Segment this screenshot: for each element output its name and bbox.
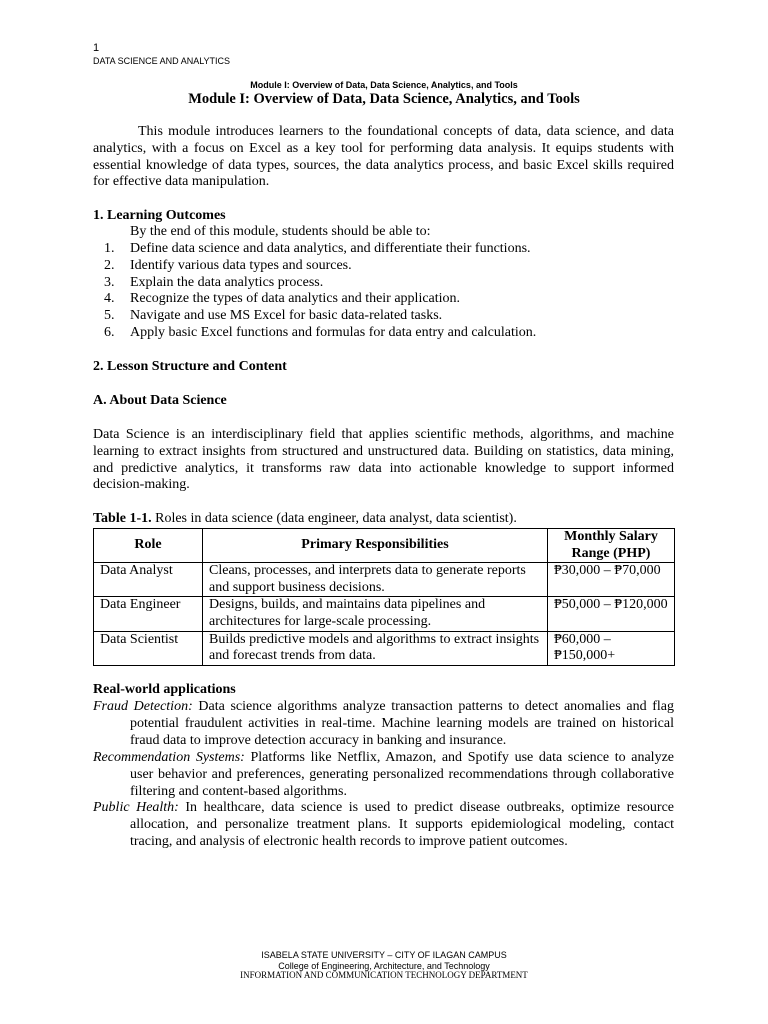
table-row	[94, 597, 675, 631]
table-cell: Data Engineer	[94, 597, 203, 631]
table-cell: ₱30,000 – ₱70,000	[548, 563, 675, 597]
table-cell: ₱60,000 – ₱150,000+	[548, 631, 675, 665]
footer-university: ISABELA STATE UNIVERSITY – CITY OF ILAGAN CAMPUS	[261, 950, 507, 960]
running-header: DATA SCIENCE AND ANALYTICS	[93, 56, 231, 66]
list-item: 3. Explain the data analytics process.	[104, 274, 324, 290]
module-intro: This module introduces learners to the foundational concepts of data, data science, and data analytics, with a focus on Excel as a key tool for performing data analysis. It equips students with essential knowledge of data types, sources, the data analytics process, and basic Excel skills required for effective data manipulation.	[93, 124, 674, 190]
footer-department: INFORMATION AND COMMUNICATION TECHNOLOGY DEPARTMENT	[240, 970, 528, 980]
table-row	[94, 631, 675, 665]
page-number: 1	[93, 42, 100, 54]
learning-outcomes-list	[104, 241, 536, 342]
module-title: Module I: Overview of Data, Data Science, Analytics, and Tools	[188, 91, 580, 107]
table-cell: ₱50,000 – ₱120,000	[548, 597, 675, 631]
application-public-health: Public Health: In healthcare, data science is used to predict disease outbreaks, optimize resource allocation, and personalize treatment plans. It supports epidemiological modeling, contact tracing, and analysis of electronic health records to improve patient outcomes.	[93, 800, 675, 849]
table-cell: Designs, builds, and maintains data pipelines and architectures for large-scale processing.	[203, 597, 548, 631]
learning-outcomes-heading: 1. Learning Outcomes	[93, 208, 226, 223]
table-cell: Cleans, processes, and interprets data to generate reports and support business decisions.	[203, 563, 548, 597]
module-running-title: Module I: Overview of Data, Data Science, Analytics, and Tools	[250, 80, 518, 90]
table-cell: Data Analyst	[94, 563, 203, 597]
column-header: Primary Responsibilities	[203, 529, 548, 563]
application-fraud-detection: Fraud Detection: Data science algorithms analyze transaction patterns to detect anomalies and flag potential fraudulent activities in real-time. Machine learning models are trained on historical fraud data to improve detection accuracy in banking and insurance.	[93, 699, 674, 748]
table-cell: Builds predictive models and algorithms to extract insights and forecast trends from data.	[203, 631, 548, 665]
list-item: 4. Recognize the types of data analytics and their application.	[104, 291, 461, 307]
application-recommendation-systems: Recommendation Systems: Platforms like Netflix, Amazon, and Spotify use data science to analyze user behavior and preferences, generating personalized recommendations through collaborative filtering and content-based algorithms.	[93, 750, 674, 799]
data-science-paragraph: Data Science is an interdisciplinary field that applies scientific methods, algorithms, and machine learning to extract insights from structured and unstructured data. Building on statistics, data mining, and predictive analytics, it transforms raw data into actionable knowledge to support informed decision-making.	[93, 427, 674, 493]
list-item: 1. Define data science and data analytics, and differentiate their functions.	[104, 241, 531, 256]
column-header: Role	[94, 529, 203, 563]
footer-college: College of Engineering, Architecture, and Technology	[278, 961, 490, 971]
column-header: Monthly Salary Range (PHP)	[548, 529, 675, 563]
table-header-row	[94, 529, 675, 563]
list-item: 2. Identify various data types and sources.	[104, 257, 352, 273]
learning-outcomes-intro: By the end of this module, students should be able to:	[130, 224, 431, 239]
list-item: 6. Apply basic Excel functions and formulas for data entry and calculation.	[104, 324, 537, 340]
applications-heading: Real-world applications	[93, 682, 236, 697]
table-caption: Table 1-1. Roles in data science (data engineer, data analyst, data scientist).	[93, 511, 517, 526]
list-item: 5. Navigate and use MS Excel for basic data-related tasks.	[104, 308, 443, 324]
table-cell: Data Scientist	[94, 631, 203, 665]
section-a-heading: A. About Data Science	[93, 393, 227, 408]
table-row	[94, 563, 675, 597]
roles-table	[93, 528, 675, 666]
lesson-structure-heading: 2. Lesson Structure and Content	[93, 359, 287, 374]
